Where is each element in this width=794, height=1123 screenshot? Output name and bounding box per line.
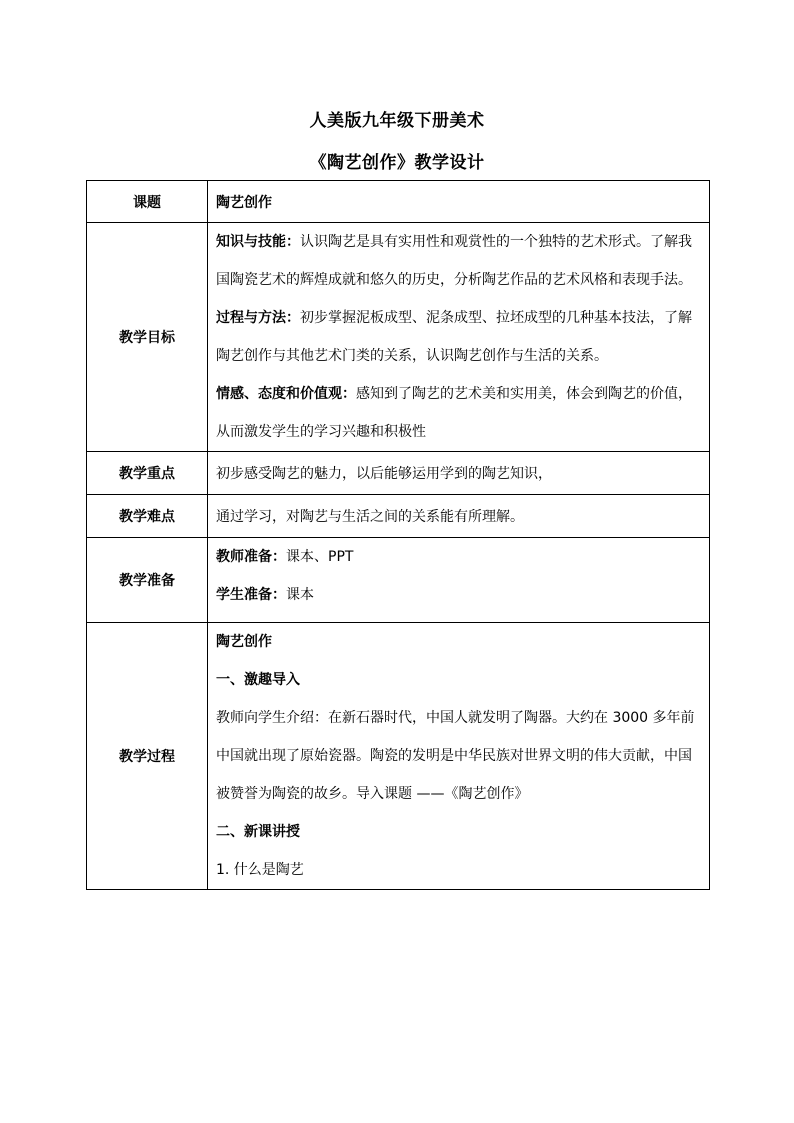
table-row-objectives [87,223,710,452]
focus-value: 初步感受陶艺的魅力，以后能够运用学到的陶艺知识， [208,452,710,495]
objectives-label: 教学目标 [87,223,208,452]
table-row-difficulty [87,495,710,538]
item-1-text: 1. 什么是陶艺 [216,862,304,878]
difficulty-value: 通过学习，对陶艺与生活之间的关系能有所理解。 [208,495,710,538]
focus-label: 教学重点 [87,452,208,495]
topic-value [208,181,710,223]
process-heading: 陶艺创作 [216,634,272,650]
preparation-content [208,538,710,623]
emotion-text: 感知到了陶艺的艺术美和实用美，体会到陶艺的价值，从而激发学生的学习兴趣和积极性 [216,386,692,440]
difficulty-label: 教学难点 [87,495,208,538]
process-method-text: 初步掌握泥板成型、泥条成型、拉坯成型的几种基本技法，了解陶艺创作与其他艺术门类的关系，认识陶艺创作与生活的关系。 [216,310,692,364]
knowledge-heading: 知识与技能： [216,234,300,250]
student-prep-heading: 学生准备： [216,587,286,603]
topic-text: 陶艺创作 [216,194,272,211]
process-method-paragraph [216,299,701,375]
section-2-heading: 二、新课讲授 [216,824,300,840]
knowledge-paragraph [216,223,701,299]
process-label: 教学过程 [87,623,208,890]
student-prep-line [216,576,701,614]
document-subtitle: 《陶艺创作》教学设计 [309,153,485,173]
table-row-focus [87,452,710,495]
teacher-prep-heading: 教师准备： [216,549,286,565]
table-row-process [87,623,710,890]
knowledge-text: 认识陶艺是具有实用性和观赏性的一个独特的艺术形式。了解我国陶瓷艺术的辉煌成就和悠久的历史，分析陶艺作品的艺术风格和表现手法。 [216,234,692,288]
section-1-heading: 一、激趣导入 [216,672,300,688]
topic-label: 课题 [87,181,208,223]
emotion-heading: 情感、态度和价值观： [216,386,356,402]
teacher-prep-line [216,538,701,576]
table-row-topic [87,181,710,223]
objectives-content [208,223,710,452]
process-content [208,623,710,890]
document-title: 人美版九年级下册美术 [309,111,485,131]
process-method-heading: 过程与方法： [216,310,300,326]
student-prep-text: 课本 [286,587,314,603]
lesson-plan-table [86,180,710,890]
emotion-paragraph [216,375,701,451]
preparation-label: 教学准备 [87,538,208,623]
table-row-preparation [87,538,710,623]
teacher-prep-text: 课本、PPT [286,549,354,565]
intro-paragraph: 教师向学生介绍：在新石器时代，中国人就发明了陶器。大约在 3000 多年前中国就出现了原始瓷器。陶瓷的发明是中华民族对世界文明的伟大贡献，中国被赞誉为陶瓷的故乡。导入课题 ——《陶艺创作》 [216,710,695,802]
